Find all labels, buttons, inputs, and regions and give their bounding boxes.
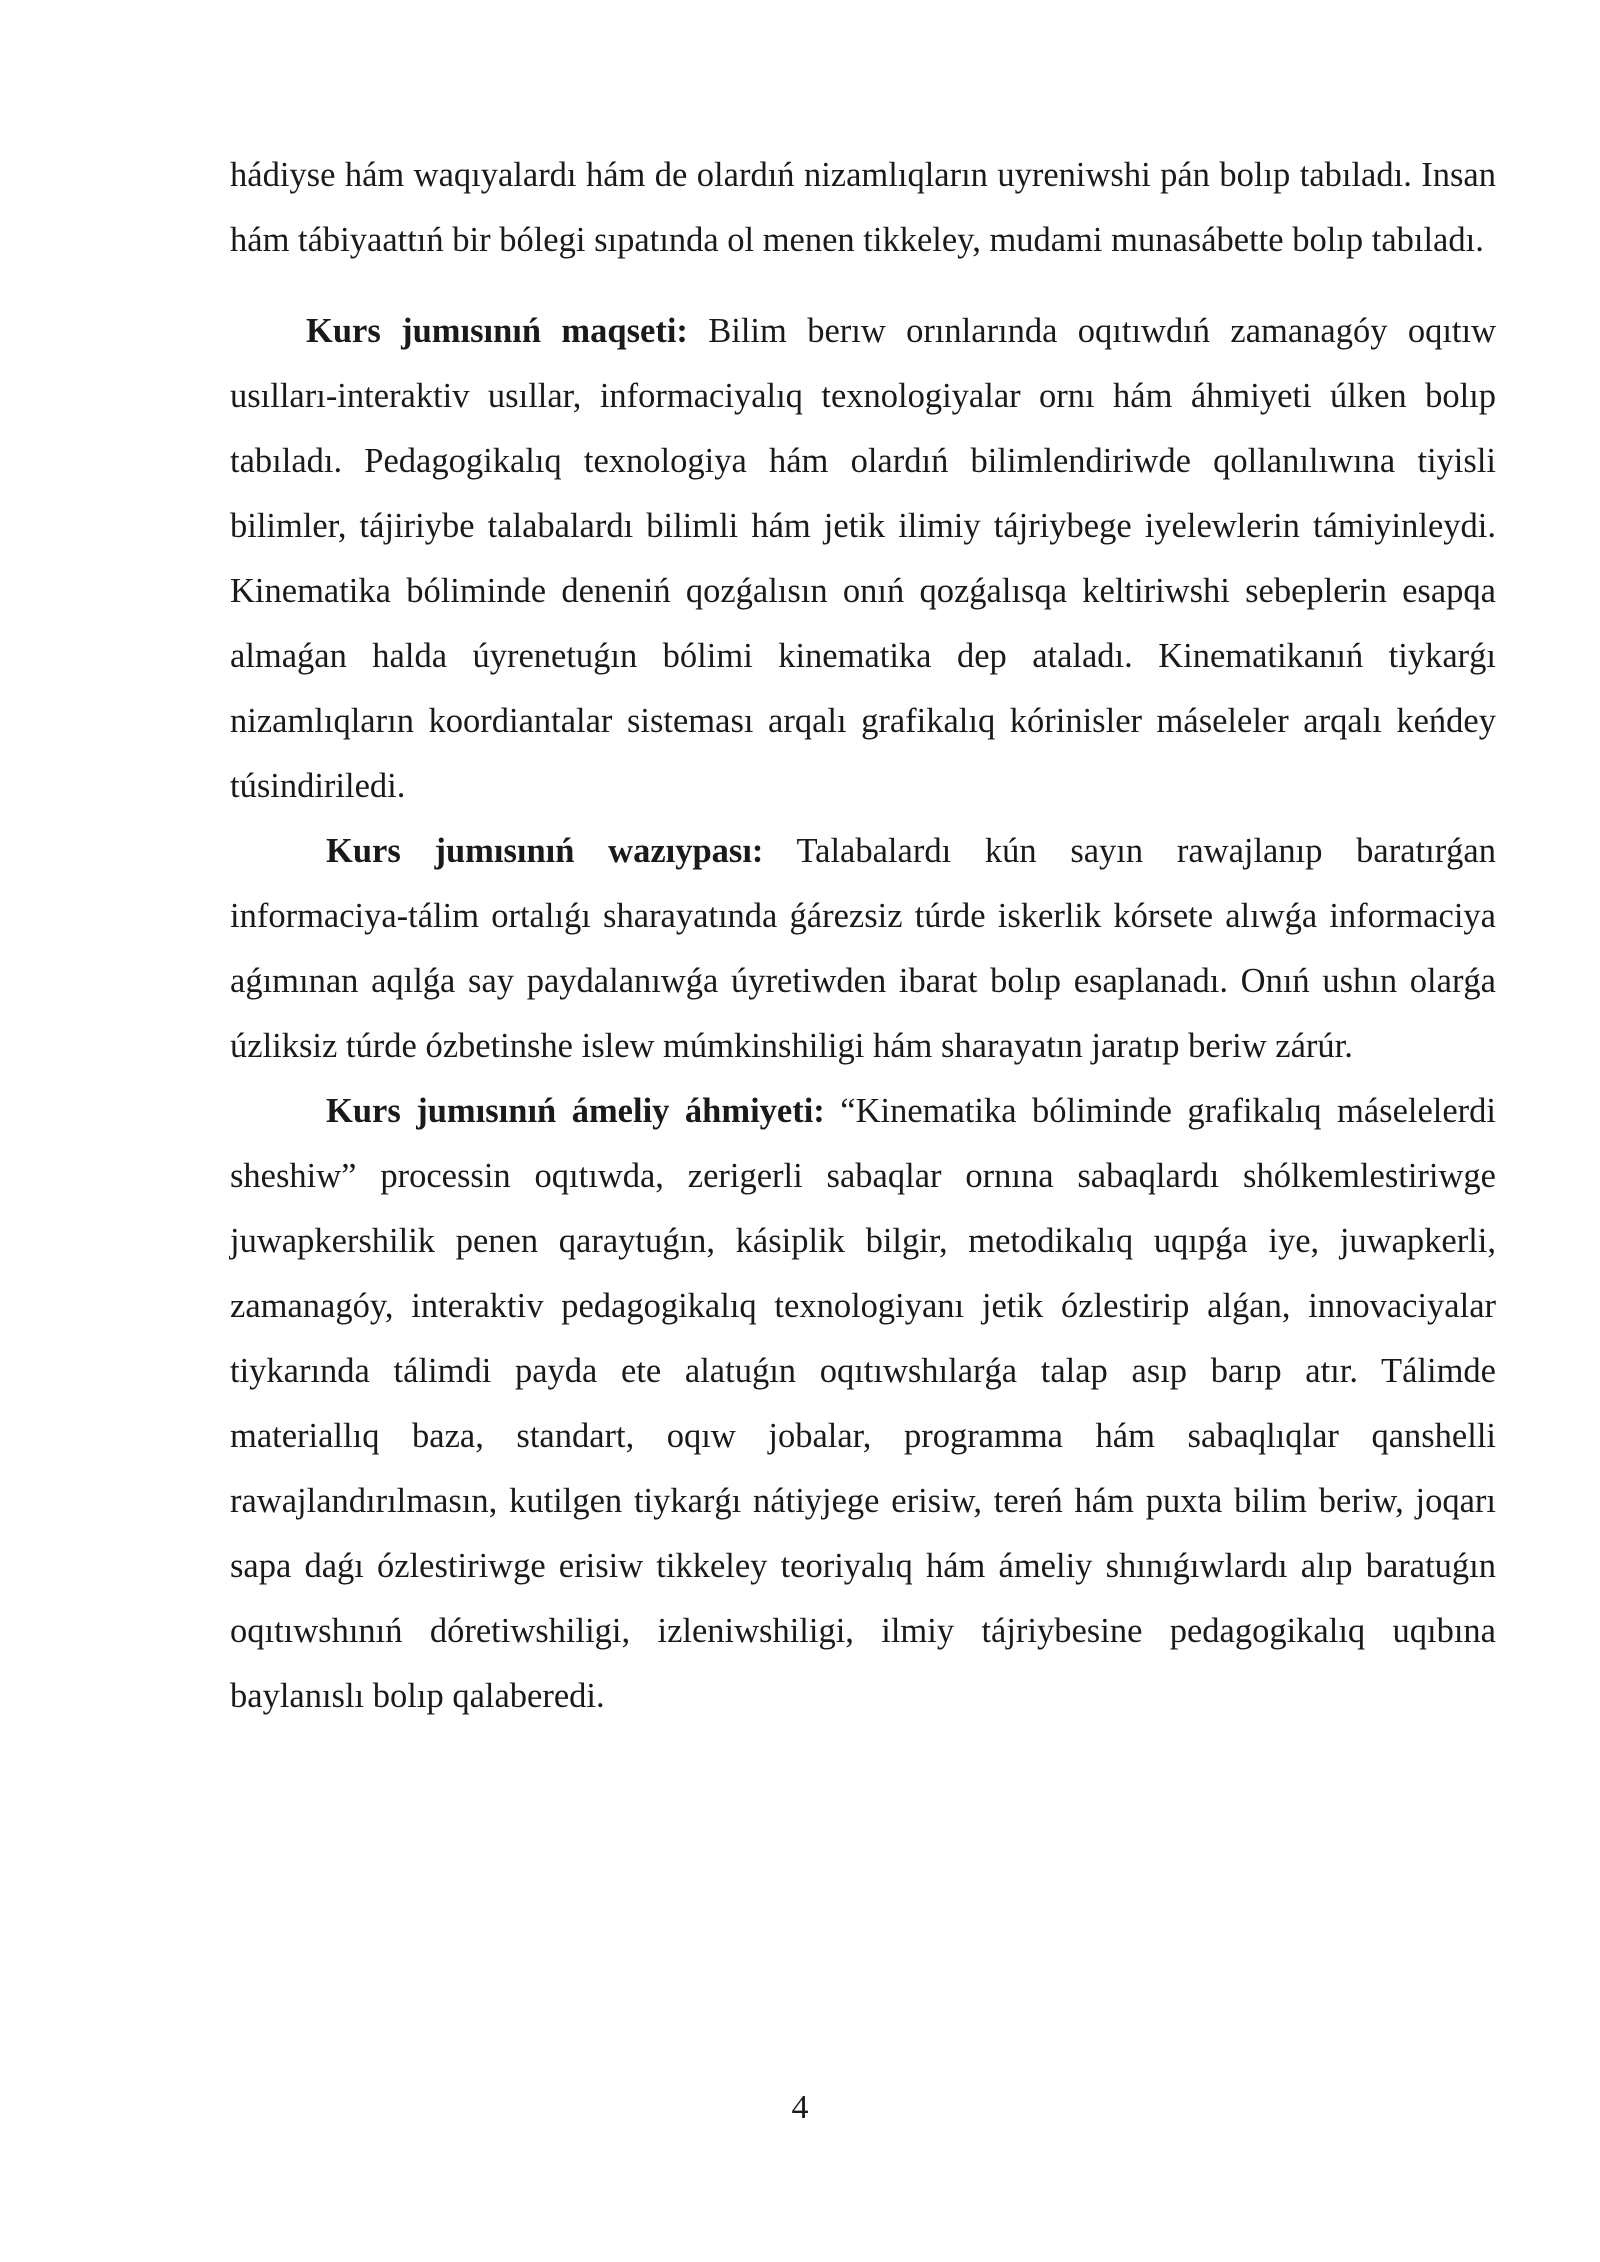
significance-heading: Kurs jumısınıń ámeliy áhmiyeti: [326,1092,825,1130]
significance-paragraph [230,1079,1496,1729]
task-text: Talabalardı kún sayın rawajlanıp baratırǵan informaciya-tálim ortalıǵı sharayatında ǵárezsiz túrde iskerlik kórsete alıwǵa informaciya aǵımınan aqılǵa say paydalanıwǵa úyretiwden ibarat bolıp esaplanadı. Onıń ushın olarǵa úzliksiz túrde ózbetinshe islew múmkinshiligi hám sharayatın jaratıp beriw zárúr. [230,832,1497,1065]
goal-heading: Kurs jumısınıń maqseti: [306,312,688,350]
goal-paragraph [230,299,1496,819]
page-number: 4 [791,2089,809,2126]
task-heading: Kurs jumısınıń wazıypası: [326,832,764,870]
goal-text: Bilim berıw orınlarında oqıtıwdıń zamanagóy oqıtıw usılları-interaktiv usıllar, informaciyalıq texnologiyalar ornı hám áhmiyeti úlken bolıp tabıladı. Pedagogikalıq texnologiya hám olardıń bilimlendiriwde qollanılıwına tiyisli bilimler, tájiriybe talabalardı bilimli hám jetik ilimiy tájriybege iyelewlerin támiyinleydi. Kinematika bóliminde deneniń qozǵalısın onıń qozǵalısqa keltiriwshi sebeplerin esapqa almaǵan halda úyrenetuǵın bólimi kinematika dep ataladı. Kinematikanıń tiykarǵı nizamlıqların koordiantalar sisteması arqalı grafikalıq kórinisler máseleler arqalı keńdey túsindiriledi. [230,312,1496,805]
significance-text: “Kinematika bóliminde grafikalıq máselelerdi sheshiw” processin oqıtıwda, zerigerli sabaqlar ornına sabaqlardı shólkemlestiriwge juwapkershilik penen qaraytuǵın, kásiplik bilgir, metodikalıq uqıpǵa iye, juwapkerli, zamanagóy, interaktiv pedagogikalıq texnologiyanı jetik ózlestirip alǵan, innovaciyalar tiykarında tálimdi payda ete alatuǵın oqıtıwshılarǵa talap asıp barıp atır. Tálimde materiallıq baza, standart, oqıw jobalar, programma hám sabaqlıqlar qanshelli rawajlandırılmasın, kutilgen tiykarǵı nátiyjege erisiw, tereń hám puxta bilim beriw, joqarı sapa daǵı ózlestiriwge erisiw tikkeley teoriyalıq hám ámeliy shınıǵıwlardı alıp baratuǵın oqıtıwshınıń dóretiwshiligi, izleniwshiligi, ilmiy tájriybesine pedagogikalıq uqıbına baylanıslı bolıp qalaberedi. [230,1092,1497,1715]
intro-text: hádiyse hám waqıyalardı hám de olardıń nizamlıqların uyreniwshi pán bolıp tabıladı. Insan hám tábiyaattıń bir bólegi sıpatında ol menen tikkeley, mudami munasábette bolıp tabıladı. [230,156,1496,259]
task-paragraph [230,819,1496,1079]
body-text [230,143,1496,1729]
intro-paragraph [230,143,1496,273]
